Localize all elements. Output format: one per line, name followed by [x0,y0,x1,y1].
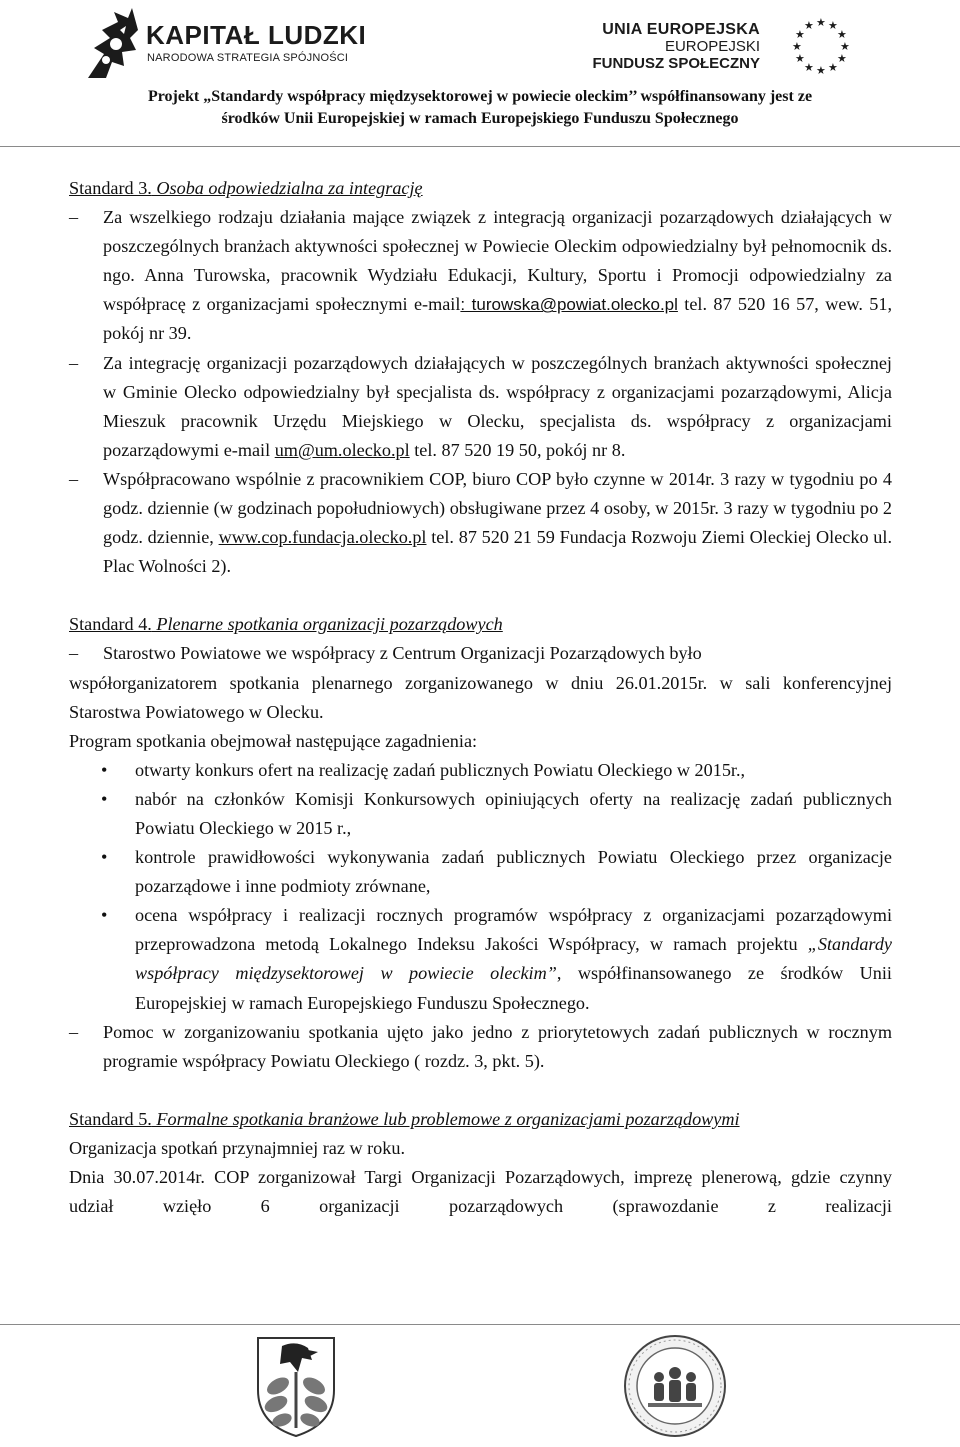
page-header [0,0,960,148]
item-text: tel. 87 520 21 59 Fundacja Rozwoju Ziemi Oleckiej Olecko ul. Plac Wolności 2). [103,527,892,577]
svg-text:★: ★ [792,40,802,53]
spacer [69,1076,892,1105]
standard-5-heading [69,1105,892,1134]
program-list [69,756,892,1018]
email-link-turowska[interactable]: : turowska@powiat.olecko.pl [460,295,678,315]
svg-text:★: ★ [804,61,814,74]
list-item: • kontrole prawidłowości wykonywania zadań publicznych Powiatu Oleckiego przez organizacje pozarządowe i inne podmioty zrównane, [135,843,892,901]
standard-4-title: Plenarne spotkania organizacji pozarządowych [151,614,503,635]
partner-organization-seal-icon [622,1333,728,1439]
kapital-ludzki-emblem-icon [84,8,144,80]
svg-text:★: ★ [837,28,847,41]
item-text: ocena współpracy i realizacji rocznych programów współpracy z organizacjami pozarządowymi przeprowadzona metodą Lokalnego Indeksu Jakości Współpracy, w ramach projektu [135,905,892,955]
standard-4-item-1: – Starostwo Powiatowe we współpracy z Centrum Organizacji Pozarządowych było [69,639,892,668]
url-link-cop[interactable]: www.cop.fundacja.olecko.pl [218,527,427,548]
list-item: • otwarty konkurs ofert na realizację zadań publicznych Powiatu Oleckiego w 2015r., [135,756,892,785]
standard-3-item-2 [69,349,892,465]
email-link-um[interactable]: um@um.olecko.pl [274,439,410,460]
eu-efs-logo [592,16,906,78]
eu-line-2: EUROPEJSKI [664,38,760,55]
standard-5-line-2: Dnia 30.07.2014r. COP zorganizował Targi Organizacji Pozarządowych, imprezę plenerową, gdzie czynny udział wzięło 6 organizacji pozarządowych (sprawozdanie z realizacji [69,1167,892,1217]
standard-4-item-2: – Pomoc w zorganizowaniu spotkania ujęto jako jedno z priorytetowych zadań publicznych w rocznym programie współpracy Powiatu Oleckiego ( rozdz. 3, pkt. 5). [69,1018,892,1076]
svg-text:★: ★ [795,52,805,65]
header-divider [0,146,960,147]
document-body [69,174,892,1221]
standard-3-label: Standard 3. [69,178,152,198]
item-text: Współpracowano wspólnie z pracownikiem COP, biuro COP było czynne w 2014r. 3 razy w tygodniu po 4 godz. dziennie (w godzinach popołudniowych) obsługiwane przez 4 osoby, w 2015r. 3 razy w tygodniu po 2 godz. dziennie, [103,468,892,548]
project-name: „Standardy współpracy międzysektorowej w powiecie oleckim” [135,934,892,984]
standard-5-title: Formalne spotkania branżowe lub problemowe z organizacjami pozarządowymi [151,1108,740,1129]
svg-text:★: ★ [828,19,838,32]
standard-4-label: Standard 4. [69,614,152,635]
list-item: • nabór na członków Komisji Konkursowych opiniujących oferty na realizację zadań publicznych Powiatu Oleckiego w 2015 r., [135,785,892,843]
item-text: tel. 87 520 16 57, wew. 51, pokój nr 39. [103,294,893,344]
standard-3-title: Osoba odpowiedzialna za integrację [151,178,423,198]
footer-divider [0,1324,960,1325]
eu-stars-icon [784,16,858,78]
svg-text:★: ★ [840,40,850,53]
project-line-1: Projekt „Standardy współpracy międzysektorowej w powiecie oleckim’’ współfinansowany jest ze [147,88,813,105]
eu-line-1: UNIA EUROPEJSKA [602,21,760,38]
list-item [135,901,892,1017]
item-text: Za wszelkiego rodzaju działania mające związek z integracją organizacji pozarządowych działających w poszczególnych branżach aktywności społecznej w Powiecie Oleckim odpowiedzialny był pełnomocnik ds. ngo. Anna Turowska, pracownik Wydziału Edukacji, Kultury, Sportu i Promocji odpowiedzialny za współpracę z organizacjami społecznymi e-mail [103,207,892,315]
item-text: tel. 87 520 19 50, pokój nr 8. [409,439,626,460]
svg-text:★: ★ [828,61,838,74]
item-text: Za integrację organizacji pozarządowych działających w poszczególnych branżach aktywności społecznej w Gminie Olecko odpowiedzialny był specjalista ds. współpracy z organizacjami pozarządowymi, Alicja Mieszuk pracownik Urzędu Miejskiego w Olecku, specjalista ds. współpracy z organizacjami pozarządowymi e-mail [103,352,892,460]
standard-4-item-1-continued: współorganizatorem spotkania plenarnego zorganizowanego w dniu 26.01.2015r. w sali konferencyjnej Starostwa Powiatowego w Olecku. [69,672,892,722]
kapital-ludzki-subtitle: NARODOWA STRATEGIA SPÓJNOŚCI [147,52,349,64]
svg-text:★: ★ [804,19,814,32]
svg-text:★: ★ [837,52,847,65]
svg-text:★: ★ [795,28,805,41]
project-line-2: środków Unii Europejskiej w ramach Europejskiego Funduszu Społecznego [221,110,739,127]
item-text: , współfinansowanego ze środków Unii Europejskiej w ramach Europejskiego Funduszu Społecznego. [135,963,892,1013]
svg-text:★: ★ [816,64,826,77]
program-intro: Program spotkania obejmował następujące zagadnienia: [69,730,478,751]
standard-3-item-3 [69,465,892,581]
powiat-olecki-coat-of-arms-icon [252,1332,340,1440]
svg-text:★: ★ [816,16,826,29]
standard-5-label: Standard 5. [69,1108,152,1129]
standard-3-item-1 [69,203,892,348]
standard-5-line-1: Organizacja spotkań przynajmniej raz w roku. [69,1137,406,1158]
kapital-ludzki-logo [84,8,367,78]
standard-4-heading [69,610,892,639]
kapital-ludzki-title: KAPITAŁ LUDZKI [146,20,367,50]
eu-line-3: FUNDUSZ SPOŁECZNY [592,55,760,72]
standard-3-heading [69,174,892,203]
spacer [69,581,892,610]
